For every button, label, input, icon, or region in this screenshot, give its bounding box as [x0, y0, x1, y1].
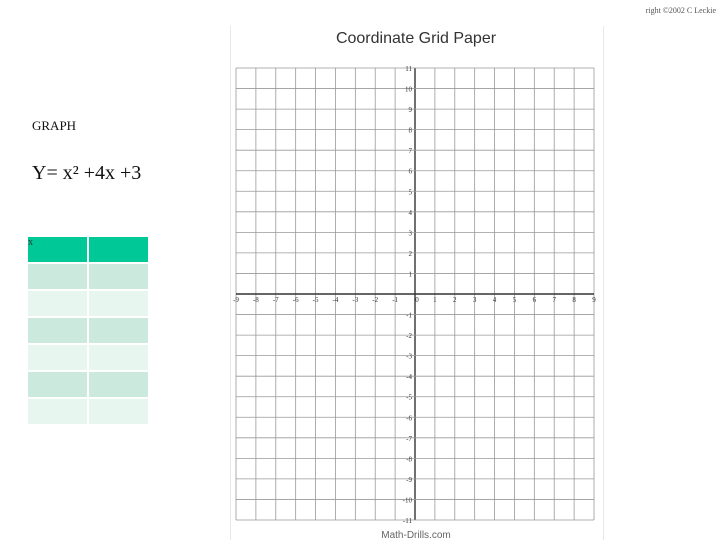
- table-cell[interactable]: [89, 399, 148, 424]
- y-tick-label: -6: [406, 414, 412, 423]
- x-tick-label: -5: [312, 296, 319, 304]
- y-tick-label: -5: [406, 393, 412, 402]
- x-tick-label: 2: [453, 296, 457, 304]
- y-tick-label: 3: [408, 229, 412, 238]
- x-tick-label: 3: [472, 296, 477, 304]
- table-cell[interactable]: [28, 291, 87, 316]
- y-tick-label: -4: [406, 373, 412, 382]
- table-cell[interactable]: [89, 345, 148, 370]
- y-tick-label: 1: [408, 270, 412, 279]
- x-tick-label: 1: [433, 296, 437, 304]
- y-tick-label: 8: [408, 126, 412, 135]
- table-row: [28, 399, 148, 424]
- table-row: [28, 291, 148, 316]
- x-tick-label: 0: [415, 296, 419, 304]
- y-tick-label: 11: [405, 65, 412, 73]
- table-header-y: [89, 237, 148, 262]
- table-cell[interactable]: [28, 345, 87, 370]
- table-cell[interactable]: [89, 291, 148, 316]
- x-tick-label: -3: [352, 296, 359, 304]
- table-header-x: x: [28, 237, 87, 262]
- x-tick-label: 4: [492, 296, 497, 304]
- table-cell[interactable]: [28, 372, 87, 397]
- y-tick-label: -2: [406, 332, 412, 341]
- x-tick-label: 9: [592, 296, 596, 304]
- y-tick-label: -10: [402, 496, 412, 505]
- x-tick-label: -2: [372, 296, 379, 304]
- table-row: [28, 345, 148, 370]
- table-cell[interactable]: [28, 264, 87, 289]
- equation: Y= x² +4x +3: [32, 162, 142, 184]
- y-tick-label: -8: [406, 455, 412, 464]
- x-tick-label: 5: [512, 296, 517, 304]
- paper-title: Coordinate Grid Paper: [335, 30, 497, 47]
- y-tick-label: 4: [408, 208, 412, 217]
- x-tick-label: -7: [272, 296, 279, 304]
- y-tick-label: -7: [406, 434, 412, 443]
- paper-footer: Math-Drills.com: [381, 530, 451, 541]
- y-tick-label: -11: [402, 517, 412, 525]
- xy-table: [26, 235, 150, 426]
- table-cell[interactable]: [89, 372, 148, 397]
- y-tick-label: 9: [408, 106, 412, 115]
- table-cell[interactable]: [28, 399, 87, 424]
- x-tick-label: -1: [392, 296, 399, 304]
- table-cell[interactable]: [89, 264, 148, 289]
- copyright-text: right ©2002 C Leckie: [645, 6, 716, 15]
- x-tick-label: 6: [532, 296, 537, 304]
- y-tick-label: -9: [406, 475, 412, 484]
- x-tick-label: -8: [252, 296, 259, 304]
- graph-heading: GRAPH: [32, 118, 77, 133]
- x-tick-label: 8: [572, 296, 576, 304]
- x-tick-label: -9: [233, 296, 239, 304]
- table-cell[interactable]: [89, 318, 148, 343]
- y-tick-label: -1: [406, 311, 412, 320]
- y-tick-label: 2: [408, 249, 412, 258]
- table-row: [28, 372, 148, 397]
- x-tick-label: -6: [292, 296, 299, 304]
- y-tick-label: 5: [408, 188, 412, 197]
- y-tick-label: -3: [406, 352, 412, 361]
- x-tick-label: -4: [332, 296, 339, 304]
- y-tick-label: 10: [405, 85, 412, 94]
- table-row: [28, 318, 148, 343]
- y-tick-label: 6: [408, 167, 412, 176]
- table-row: [28, 264, 148, 289]
- table-header-row: [28, 237, 148, 262]
- x-tick-label: 7: [552, 296, 556, 304]
- y-tick-label: 7: [408, 147, 412, 156]
- table-cell[interactable]: [28, 318, 87, 343]
